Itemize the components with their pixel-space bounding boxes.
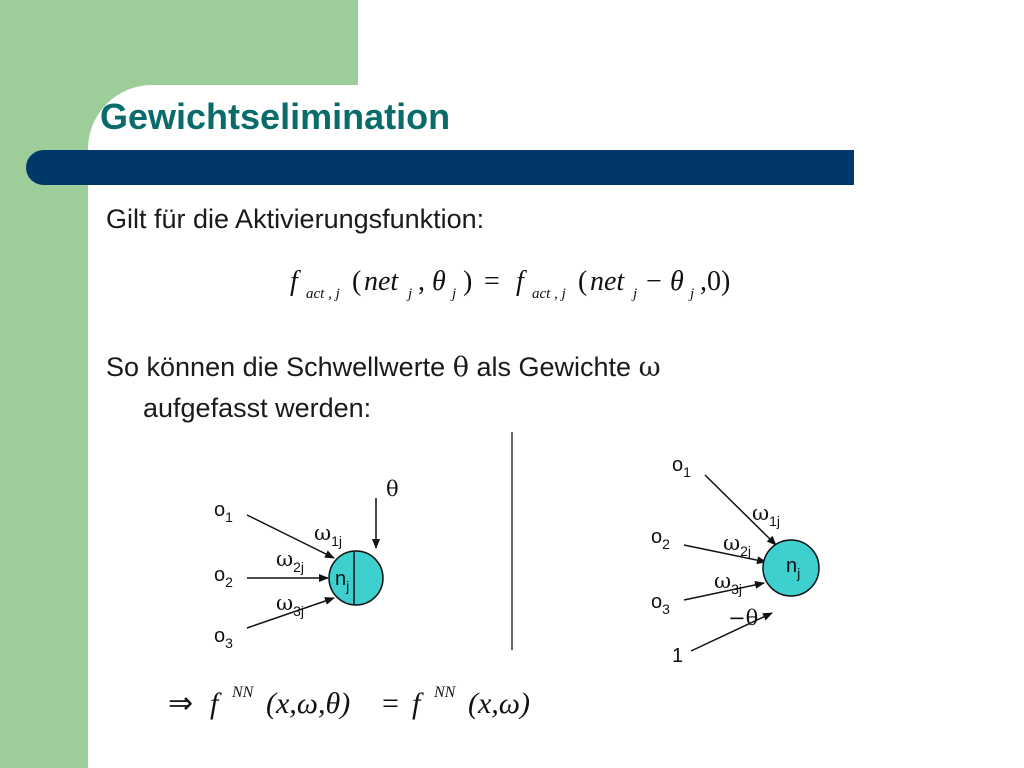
weight-w2j-label	[276, 547, 304, 575]
weight-base: ω	[314, 521, 332, 545]
input-base: o	[672, 454, 684, 476]
text-line-activation: Gilt für die Aktivierungsfunktion:	[106, 204, 485, 234]
input-sub: 3	[662, 601, 670, 617]
formula-f: f	[210, 687, 219, 720]
neuron-sub: j	[797, 565, 801, 581]
formula-paren: (	[352, 266, 362, 297]
text-fragment: So können die Schwellwerte	[106, 352, 446, 382]
formula-activation	[290, 266, 730, 302]
omega-symbol: ω	[638, 352, 661, 383]
weight-sub: 1j	[769, 513, 781, 529]
neuron-base: n	[786, 555, 798, 577]
input-base: o	[214, 499, 226, 521]
input-o1-label	[214, 499, 233, 525]
input-o2-label	[214, 564, 233, 590]
threshold-theta-label: θ	[386, 477, 399, 501]
weight-base: ω	[276, 547, 294, 571]
left-neuron-diagram	[214, 477, 399, 651]
input-o1-label	[672, 454, 691, 480]
neuron-sub: j	[346, 578, 350, 594]
weight-sub: 1j	[331, 533, 343, 549]
formula-sub-j: j	[690, 286, 695, 302]
formula-sub-j: j	[452, 286, 457, 302]
theta-symbol: θ	[452, 352, 469, 383]
weight-w3j-label	[276, 591, 304, 619]
formula-f: f	[290, 266, 298, 297]
implies-arrow: ⇒	[168, 687, 194, 720]
input-base: o	[651, 591, 663, 613]
input-bias-label	[672, 645, 683, 667]
formula-paren: )	[463, 266, 473, 297]
formula-theta: θ	[670, 266, 684, 297]
weight-sub: 2j	[293, 559, 305, 575]
input-o3-label	[651, 591, 670, 617]
text-fragment: als Gewichte	[476, 352, 632, 382]
input-o3-label	[214, 625, 233, 651]
neuron-base: n	[335, 568, 347, 590]
weight-w1j-label	[752, 501, 780, 529]
formula-net: net	[364, 266, 399, 297]
formula-sub: act , j	[532, 286, 566, 302]
formula-tail: ,0)	[700, 266, 731, 297]
weight-sub: 3j	[293, 603, 305, 619]
weight-base: ω	[714, 569, 732, 593]
slide-title: Gewichtselimination	[100, 96, 451, 137]
formula-paren: (	[578, 266, 588, 297]
formula-theta: θ	[432, 266, 446, 297]
input-base: o	[651, 526, 663, 548]
formula-equals: =	[484, 266, 500, 297]
formula-minus: −	[646, 266, 662, 297]
input-sub: 2	[662, 536, 670, 552]
weight-w1j-label	[314, 521, 342, 549]
input-sub: 2	[225, 574, 233, 590]
right-neuron-diagram	[651, 454, 819, 667]
input-base: o	[214, 564, 226, 586]
input-base: o	[214, 625, 226, 647]
weight-sub: 3j	[731, 581, 743, 597]
weight-w3j-label	[714, 569, 742, 597]
weight-base: ω	[723, 531, 741, 555]
formula-args: (x,ω,θ)	[266, 687, 351, 720]
formula-comma: ,	[418, 266, 425, 297]
formula-sub: act , j	[306, 286, 340, 302]
input-base: 1	[672, 645, 684, 667]
weight-sub: 2j	[740, 543, 752, 559]
input-sub: 1	[225, 509, 233, 525]
weight-w2j-label	[723, 531, 751, 559]
formula-superscript: NN	[232, 684, 254, 701]
weight-neg-theta-label: −θ	[728, 606, 759, 630]
text-line-continued: aufgefasst werden:	[143, 393, 372, 423]
formula-f: f	[412, 687, 421, 720]
formula-net: net	[590, 266, 625, 297]
input-o2-label	[651, 526, 670, 552]
weight-base: ω	[276, 591, 294, 615]
formula-network	[168, 684, 530, 720]
formula-equals: =	[382, 687, 399, 720]
formula-superscript: NN	[434, 684, 456, 701]
input-sub: 1	[683, 464, 691, 480]
formula-sub-j: j	[633, 286, 638, 302]
input-sub: 3	[225, 635, 233, 651]
formula-sub-j: j	[408, 286, 413, 302]
formula-args: (x,ω)	[468, 687, 530, 720]
weight-base: ω	[752, 501, 770, 525]
formula-f: f	[516, 266, 524, 297]
